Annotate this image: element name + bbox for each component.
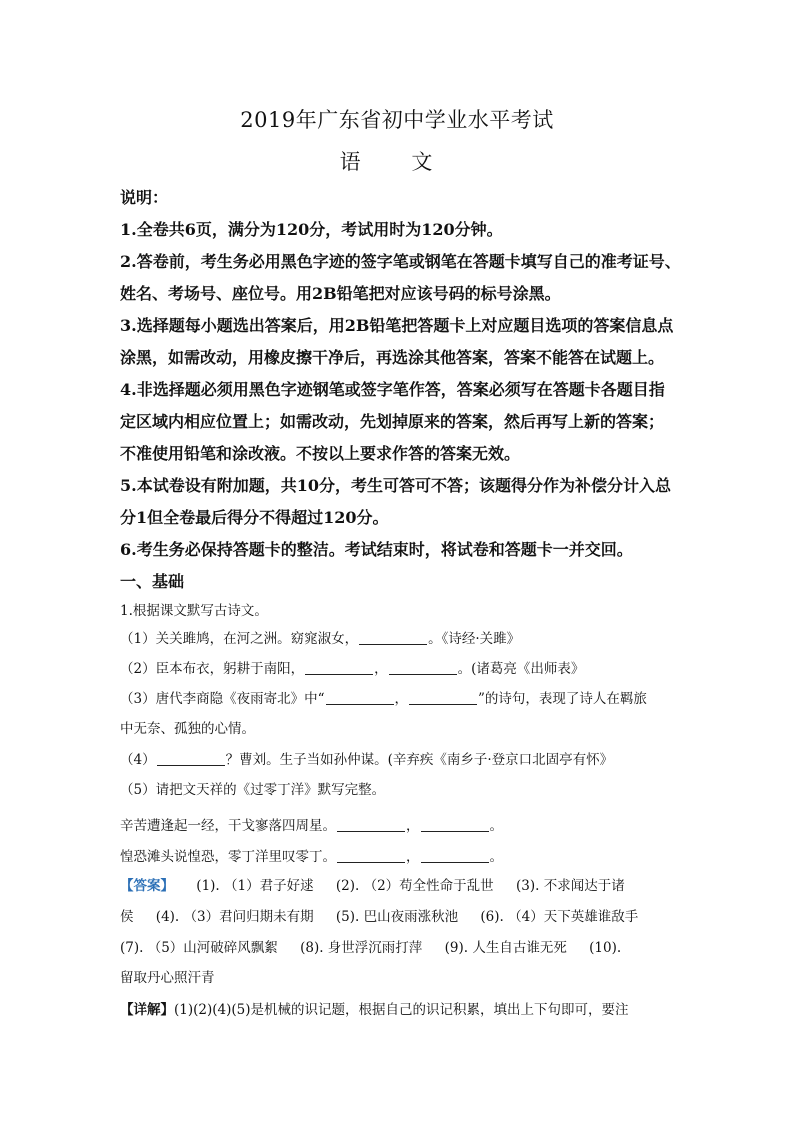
answer-tag: 【答案】 xyxy=(120,878,174,894)
poem-text: 惶恐滩头说惶恐，零丁洋里叹零丁。 xyxy=(120,849,336,865)
question-item xyxy=(120,748,680,768)
question-text: ， xyxy=(394,691,408,707)
answer-blank xyxy=(157,751,225,766)
answer-item: (1). （1）君子好逑 xyxy=(196,878,314,894)
answer-line xyxy=(120,936,680,956)
answer-blank xyxy=(359,630,427,645)
answer-blank xyxy=(305,660,373,675)
answer-item: (6). （4）天下英雄谁敌手 xyxy=(480,909,639,925)
instruction-line: 5.本试卷设有附加题，共10分，考生可答可不答；该题得分作为补偿分计入总 xyxy=(120,476,671,495)
poem-line xyxy=(120,814,680,834)
instruction-line: 3.选择题每小题选出答案后，用2B铅笔把答题卡上对应题目选项的答案信息点 xyxy=(120,316,674,335)
question-stem: 1.根据课文默写古诗文。 xyxy=(120,603,268,619)
exam-title: 2019年广东省初中学业水平考试 xyxy=(240,108,554,132)
question-item xyxy=(120,657,680,677)
answer-line xyxy=(120,874,680,894)
instruction-line: 定区域内相应位置上；如需改动，先划掉原来的答案，然后再写上新的答案； xyxy=(120,412,665,431)
answer-blank xyxy=(421,817,489,832)
subject-title: 语 文 xyxy=(339,150,455,174)
question-text: （4） xyxy=(120,752,156,768)
poem-text: ， xyxy=(406,849,420,865)
answer-item: (4). （3）君问归期未有期 xyxy=(155,909,314,925)
detail-tag: 【详解】 xyxy=(120,1002,174,1018)
answer-blank xyxy=(421,848,489,863)
question-text: ？曹刘。生子当如孙仲谋。(辛弃疾《南乡子·登京口北固亭有怀》 xyxy=(225,752,614,768)
answer-item: (7). （5）山河破碎风飘絮 xyxy=(120,940,278,956)
question-item xyxy=(120,687,680,707)
poem-text: 。 xyxy=(489,818,503,834)
answer-item: 侯 xyxy=(120,909,134,925)
answer-item: (5). 巴山夜雨涨秋池 xyxy=(335,909,459,925)
instruction-line: 1.全卷共6页，满分为120分，考试用时为120分钟。 xyxy=(120,220,503,239)
detail-line xyxy=(120,998,680,1018)
poem-text: 辛苦遭逢起一经，干戈寥落四周星。 xyxy=(120,818,336,834)
poem-text: ， xyxy=(406,818,420,834)
answer-item: (10). xyxy=(589,940,622,956)
answer-line: 留取丹心照汗青 xyxy=(120,970,215,986)
question-text: （3）唐代李商隐《夜雨寄北》中“ xyxy=(120,691,325,707)
question-text: （2）臣本布衣，躬耕于南阳， xyxy=(120,661,305,677)
instruction-line: 涂黑，如需改动，用橡皮擦干净后，再选涂其他答案，答案不能答在试题上。 xyxy=(120,348,665,367)
instruction-line: 不准使用铅笔和涂改液。不按以上要求作答的答案无效。 xyxy=(120,444,521,463)
answer-blank xyxy=(389,660,457,675)
section-heading: 一、基础 xyxy=(120,572,185,591)
question-text: （1）关关雎鸠，在河之洲。窈窕淑女， xyxy=(120,631,359,647)
instruction-line: 姓名、考场号、座位号。用2B铅笔把对应该号码的标号涂黑。 xyxy=(120,284,561,303)
question-text: ”的诗句，表现了诗人在羁旅 xyxy=(478,691,647,707)
instruction-line: 6.考生务必保持答题卡的整洁。考试结束时，将试卷和答题卡一并交回。 xyxy=(120,540,633,559)
question-text: 。《诗经·关雎》 xyxy=(428,631,521,647)
answer-blank xyxy=(326,690,394,705)
answer-item: (2). （2）苟全性命于乱世 xyxy=(335,878,494,894)
answer-blank xyxy=(337,817,405,832)
question-item xyxy=(120,627,680,647)
question-text: ， xyxy=(374,661,388,677)
answer-item: (9). 人生自古谁无死 xyxy=(444,940,567,956)
poem-line xyxy=(120,845,680,865)
answer-blank xyxy=(409,690,477,705)
instructions-heading: 说明： xyxy=(120,188,169,207)
instruction-line: 2.答卷前，考生务必用黑色字迹的签字笔或钢笔在答题卡填写自己的准考证号、 xyxy=(120,252,681,271)
detail-text: (1)(2)(4)(5)是机械的识记题，根据自己的识记积累，填出上下句即可，要注 xyxy=(174,1002,629,1018)
poem-text: 。 xyxy=(489,849,503,865)
answer-item: (3). 不求闻达于诸 xyxy=(515,878,625,894)
instruction-line: 分1但全卷最后得分不得超过120分。 xyxy=(120,508,389,527)
question-text: （5）请把文天祥的《过零丁洋》默写完整。 xyxy=(120,782,386,798)
answer-blank xyxy=(337,848,405,863)
question-text: 中无奈、孤独的心情。 xyxy=(120,721,255,737)
answer-item: (8). 身世浮沉雨打萍 xyxy=(300,940,423,956)
instruction-line: 4.非选择题必须用黑色字迹钢笔或签字笔作答，答案必须写在答题卡各题目指 xyxy=(120,380,665,399)
answer-line xyxy=(120,905,680,925)
question-text: 。(诸葛亮《出师表》 xyxy=(457,661,585,677)
